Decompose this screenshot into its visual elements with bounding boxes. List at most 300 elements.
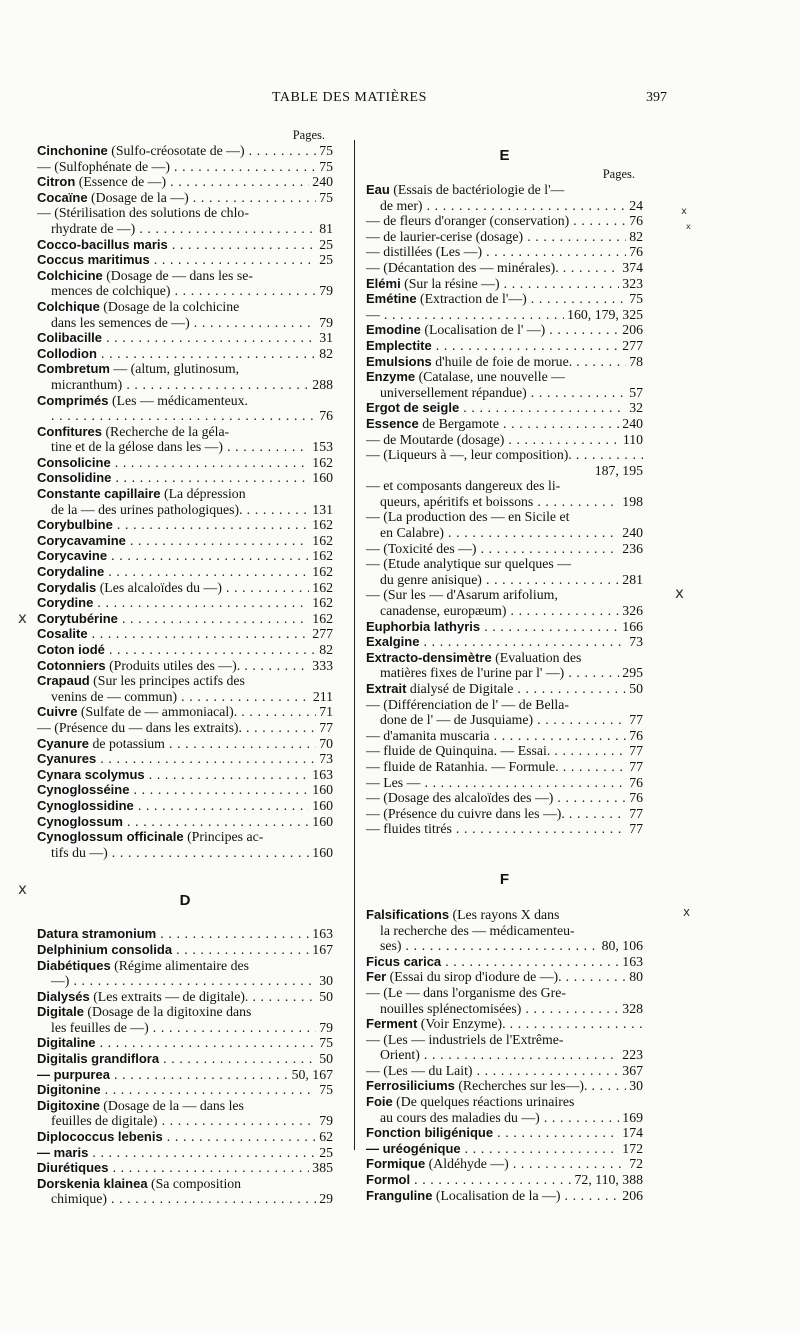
entry-pages: 80, 106	[599, 938, 643, 954]
entry-pages: 240	[619, 416, 643, 432]
index-entry	[37, 548, 333, 564]
entry-text: — (Les — du Lait)	[366, 1062, 473, 1078]
index-entry	[37, 1004, 333, 1035]
entry-text: (La dépression	[160, 486, 246, 502]
entry-text: — (Présence du cuivre dans les —).	[366, 805, 565, 821]
entry-text: — fluide de Quinquina. — Essai.	[366, 743, 551, 759]
index-entry	[37, 1129, 333, 1145]
entry-keyword: Cocaïne	[37, 189, 88, 205]
entry-keyword: Formol	[366, 1172, 411, 1188]
entry-text: — Les —	[366, 774, 421, 790]
index-entry	[37, 1145, 333, 1161]
entry-pages: 32	[626, 400, 643, 416]
entry-keyword: Foie	[366, 1094, 393, 1110]
entry-text: (Les extraits — de digitale).	[89, 988, 249, 1004]
entry-pages: 50	[626, 681, 643, 697]
entry-keyword: Extrait	[366, 681, 407, 696]
entry-pages: 76	[626, 213, 643, 229]
index-entry	[37, 642, 333, 658]
entry-pages: 162	[309, 595, 333, 611]
index-entry	[366, 1016, 643, 1032]
entry-pages: 187, 195	[594, 462, 643, 478]
index-entry	[366, 556, 643, 587]
entry-text: dialysé de Digitale	[406, 681, 514, 696]
entry-keyword: Elémi	[366, 275, 401, 291]
entry-text: de la — des urines pathologiques).	[51, 501, 243, 517]
entry-keyword: Collodion	[37, 345, 97, 361]
index-entry	[37, 299, 333, 330]
entry-text: (Evaluation des	[491, 649, 582, 665]
index-entry	[37, 595, 333, 611]
margin-mark: x	[683, 905, 691, 919]
entry-keyword: Euphorbia lathyris	[366, 618, 481, 634]
entry-pages: 78	[626, 354, 643, 370]
index-entry	[37, 268, 333, 299]
entry-keyword: Cyanure	[37, 735, 90, 751]
entry-pages: 25	[316, 237, 333, 253]
entry-pages: 163	[309, 767, 333, 783]
index-entry	[366, 276, 643, 292]
entry-keyword: Ficus carica	[366, 953, 442, 969]
entry-text: nouilles splénectomisées)	[380, 1000, 522, 1016]
entry-text: en Calabre)	[380, 525, 444, 541]
entry-text: (Sa composition	[147, 1175, 242, 1191]
entry-keyword: Extracto-densimètre	[366, 649, 492, 665]
entry-text: (De quelques réactions urinaires	[392, 1094, 575, 1110]
entry-keyword: — maris	[37, 1144, 89, 1160]
entry-pages: 169	[619, 1110, 643, 1126]
index-entry	[366, 650, 643, 681]
entry-keyword: Exalgine	[366, 634, 420, 650]
entry-keyword: Formique	[366, 1156, 426, 1172]
index-entry	[37, 958, 333, 989]
index-entry	[37, 658, 333, 674]
index-entry	[37, 455, 333, 471]
index-entry	[366, 954, 643, 970]
entry-pages: 75	[316, 143, 333, 159]
entry-pages: 77	[316, 720, 333, 736]
entry-text: (Sur les principes actifs des	[89, 673, 245, 689]
index-entry	[366, 985, 643, 1016]
entry-keyword: Diabétiques	[37, 957, 111, 973]
entry-pages: 295	[619, 665, 643, 681]
index-entry	[366, 260, 643, 276]
entry-pages: 72	[626, 1156, 643, 1172]
entry-keyword: Cinchonine	[37, 143, 108, 158]
entry-text: — d'amanita muscaria	[366, 727, 490, 743]
entry-keyword: Cocco-bacillus maris	[37, 236, 168, 252]
margin-mark: x	[675, 584, 684, 602]
entry-pages: 79	[316, 315, 333, 331]
entry-text: (Aldéhyde —)	[425, 1156, 509, 1172]
index-entry	[37, 704, 333, 720]
index-entry	[366, 1063, 643, 1079]
index-entry	[366, 759, 643, 775]
entry-pages: 153	[309, 439, 333, 455]
entry-keyword: Comprimés	[37, 392, 109, 408]
entry-keyword: Corytubérine	[37, 610, 118, 626]
entry-text: — (Différenciation de l' — de Bella-	[366, 696, 569, 712]
entry-text: — de fleurs d'oranger (conservation)	[366, 213, 570, 229]
entry-pages: 30	[626, 1078, 643, 1094]
index-entry	[366, 182, 643, 213]
entry-pages: 77	[626, 743, 643, 759]
entry-pages: 24	[626, 198, 643, 214]
entry-pages: 223	[619, 1047, 643, 1063]
entry-text: ses)	[380, 938, 402, 954]
index-entry	[366, 369, 643, 400]
running-header	[0, 90, 800, 110]
entry-keyword: Cotonniers	[37, 657, 106, 673]
index-entry	[37, 673, 333, 704]
entry-keyword: Confitures	[37, 423, 102, 439]
entry-keyword: Ferrosiliciums	[366, 1078, 455, 1094]
entry-pages: 82	[316, 346, 333, 362]
index-entry	[366, 307, 643, 323]
entry-pages: 72, 110, 388	[572, 1172, 643, 1188]
index-entry	[366, 1125, 643, 1141]
entry-pages: 162	[309, 548, 333, 564]
entry-pages: 76	[626, 728, 643, 744]
entry-keyword: Emétine	[366, 291, 417, 307]
entry-text: au cours des maladies du —)	[380, 1109, 540, 1125]
index-entry	[366, 821, 643, 837]
index-entry	[37, 470, 333, 486]
entry-text: — fluides titrés	[366, 821, 452, 837]
entry-pages: 30	[316, 973, 333, 989]
entry-pages: 77	[626, 821, 643, 837]
entry-text: chimique)	[51, 1191, 107, 1207]
entry-pages: 236	[619, 541, 643, 557]
entry-pages: 50	[316, 1051, 333, 1067]
index-entry	[366, 541, 643, 557]
entry-keyword: Delphinium consolida	[37, 941, 173, 957]
index-entry	[366, 416, 643, 432]
entry-pages: 82	[316, 642, 333, 658]
entry-keyword: — purpurea	[37, 1066, 110, 1082]
index-entry	[366, 587, 643, 618]
entry-keyword: Cynara scolymus	[37, 766, 145, 782]
index-entry	[366, 291, 643, 307]
entry-pages: 160	[309, 814, 333, 830]
entry-pages: 333	[309, 658, 333, 674]
index-entry	[366, 806, 643, 822]
entry-pages: 163	[619, 954, 643, 970]
entry-pages: 385	[309, 1160, 333, 1176]
entry-text: (Localisation de l' —)	[420, 322, 546, 338]
entry-pages: 75	[316, 190, 333, 206]
index-entry	[366, 1032, 643, 1063]
index-entry	[37, 1067, 333, 1083]
entry-text: (Les — médicamenteux.	[108, 392, 248, 408]
entry-text: (Dosage de la — dans les	[99, 1097, 244, 1113]
index-entry	[37, 767, 333, 783]
entry-keyword: Constante capillaire	[37, 486, 161, 502]
index-entry	[366, 229, 643, 245]
entry-pages: 160	[309, 798, 333, 814]
entry-pages: 79	[316, 283, 333, 299]
entry-text: (Les rayons X dans	[449, 906, 560, 922]
column-rule	[354, 140, 355, 1150]
index-entry	[366, 634, 643, 650]
margin-mark: x	[18, 609, 27, 627]
entry-pages: 163	[309, 926, 333, 942]
entry-pages: 206	[619, 1188, 643, 1204]
entry-pages: 73	[626, 634, 643, 650]
entry-keyword: — uréogénique	[366, 1140, 461, 1156]
entry-text: — (Le — dans l'organisme des Gre-	[366, 984, 566, 1000]
index-entry	[37, 252, 333, 268]
entry-pages: 166	[619, 619, 643, 635]
entry-keyword: Corycavine	[37, 548, 108, 564]
entry-pages: 110	[620, 432, 643, 448]
index-entry	[366, 509, 643, 540]
entry-pages: 162	[309, 611, 333, 627]
entry-pages: 277	[619, 338, 643, 354]
entry-keyword: Cyanures	[37, 751, 97, 767]
entry-keyword: Colibacille	[37, 330, 103, 346]
index-entry	[366, 1094, 643, 1125]
index-entry	[37, 736, 333, 752]
entry-keyword: Falsifications	[366, 906, 450, 922]
entry-pages: 80	[626, 969, 643, 985]
entry-keyword: Essence	[366, 415, 419, 431]
entry-text: (Sulfo-créosotate de —)	[107, 143, 245, 158]
index-entry	[37, 1098, 333, 1129]
entry-text: (Dosage de la —)	[87, 189, 189, 205]
entry-keyword: Emulsions	[366, 353, 432, 369]
entry-keyword: Franguline	[366, 1187, 433, 1203]
entry-pages: 162	[309, 455, 333, 471]
index-entry	[37, 989, 333, 1005]
entry-pages: 160	[309, 845, 333, 861]
entry-pages: 160, 179, 325	[564, 307, 643, 323]
entry-pages: 31	[316, 330, 333, 346]
right-column	[366, 145, 643, 1203]
entry-text: (Produits utiles des —).	[105, 657, 241, 673]
entry-text: — (Stérilisation des solutions de chlo-	[37, 205, 249, 221]
entry-pages: 367	[619, 1063, 643, 1079]
entry-keyword: Cynoglossum	[37, 813, 123, 829]
entry-text: (Catalase, une nouvelle —	[415, 369, 565, 385]
index-entry	[366, 244, 643, 260]
entry-keyword: Consolicine	[37, 454, 111, 470]
entry-keyword: Digitonine	[37, 1082, 101, 1098]
entry-keyword: Digitalis grandiflora	[37, 1051, 160, 1067]
index-entry	[37, 926, 333, 942]
entry-pages: 75	[316, 159, 333, 175]
entry-keyword: Ergot de seigle	[366, 400, 460, 416]
entry-keyword: Combretum	[37, 361, 110, 377]
entry-keyword: Coton iodé	[37, 642, 105, 657]
index-entry	[366, 354, 643, 370]
index-entry	[37, 486, 333, 517]
index-entry	[37, 361, 333, 392]
section-letter-e: E	[499, 147, 510, 164]
entry-pages: 71	[316, 704, 333, 720]
entry-keyword: Dorskenia klainea	[37, 1175, 148, 1191]
entry-text: (Dosage de la colchicine	[99, 298, 240, 314]
entry-text: — fluide de Ratanhia. — Formule.	[366, 758, 559, 774]
entry-keyword: Consolidine	[37, 470, 112, 486]
entry-text: les feuilles de —)	[51, 1019, 149, 1035]
index-entry	[37, 626, 333, 642]
entry-keyword: Emplectite	[366, 337, 432, 353]
page-number: 397	[646, 90, 667, 105]
entry-text: (Localisation de la —)	[432, 1187, 561, 1203]
entry-pages: 198	[619, 494, 643, 510]
index-entry	[366, 322, 643, 338]
index-entry	[366, 619, 643, 635]
index-entry	[37, 237, 333, 253]
section-letter-f: F	[499, 870, 510, 888]
entry-text: universellement répandue)	[380, 384, 527, 400]
entry-keyword: Cosalite	[37, 626, 88, 642]
entry-keyword: Cynoglosséine	[37, 782, 130, 798]
index-entry	[366, 1156, 643, 1172]
entry-text: (Recherche de la géla-	[102, 423, 230, 439]
index-entry	[37, 1035, 333, 1051]
entry-pages: 57	[626, 385, 643, 401]
entry-text: micranthum)	[51, 376, 123, 392]
entry-pages: 240	[619, 525, 643, 541]
entry-pages: 81	[316, 221, 333, 237]
entry-text: canadense, europæum)	[380, 603, 507, 619]
entry-text: rhydrate de —)	[51, 220, 136, 236]
entry-keyword: Corydaline	[37, 564, 105, 580]
index-entry	[366, 775, 643, 791]
index-entry	[37, 393, 333, 424]
entries-f	[366, 907, 643, 1203]
index-entry	[366, 907, 643, 954]
entry-text: — (Sulfophénate de —)	[37, 158, 170, 174]
entry-text: venins de — commun)	[51, 688, 178, 704]
entry-pages: 75	[316, 1082, 333, 1098]
entry-text: (Sur la résine —)	[400, 275, 500, 291]
index-entry	[37, 611, 333, 627]
entry-keyword: Cuivre	[37, 704, 78, 720]
index-entry	[366, 697, 643, 728]
entry-text: — (Décantation des — minérales).	[366, 259, 559, 275]
entry-keyword: Digitoxine	[37, 1097, 100, 1113]
entry-pages: 29	[316, 1191, 333, 1207]
entry-keyword: Fonction biligénique	[366, 1125, 494, 1141]
entry-pages: 79	[316, 1020, 333, 1036]
entry-text: mences de colchique)	[51, 283, 171, 299]
entry-text: —)	[51, 973, 70, 989]
index-entry	[366, 400, 643, 416]
index-entry	[37, 1051, 333, 1067]
entry-text: (Régime alimentaire des	[110, 957, 249, 973]
entry-text: (Extraction de l'—)	[416, 291, 527, 307]
entry-keyword: Digitaline	[37, 1035, 96, 1051]
index-entry	[37, 580, 333, 596]
entry-keyword: Datura stramonium	[37, 926, 157, 942]
index-entry	[37, 159, 333, 175]
index-entry	[366, 1141, 643, 1157]
entry-keyword: Corycavamine	[37, 532, 126, 548]
entry-pages: 288	[309, 377, 333, 393]
entry-text: — (Etude analytique sur quelques —	[366, 556, 571, 572]
entry-text: (Essence de —)	[75, 174, 167, 190]
entry-pages: 374	[619, 260, 643, 276]
entry-keyword: Corydalis	[37, 579, 97, 595]
entry-keyword: Diplococcus lebenis	[37, 1129, 163, 1145]
entry-text: — de Moutarde (dosage)	[366, 431, 505, 447]
entry-keyword: Emodine	[366, 322, 421, 338]
index-entry	[37, 143, 333, 159]
entry-pages: 206	[619, 322, 643, 338]
entry-pages: 76	[626, 775, 643, 791]
entry-text: (Les alcaloïdes du —)	[96, 579, 222, 595]
index-entry	[37, 330, 333, 346]
entry-keyword: Eau	[366, 182, 390, 197]
entry-pages: 79	[316, 1113, 333, 1129]
index-entry	[366, 1172, 643, 1188]
entry-text: — (altum, glutinosum,	[109, 361, 240, 377]
index-entry	[37, 564, 333, 580]
entry-text: — distillées (Les —)	[366, 244, 483, 260]
entry-text: — (La production des — en Sicile et	[366, 509, 570, 525]
entry-text: (Principes ac-	[183, 829, 264, 845]
entry-pages: 77	[626, 806, 643, 822]
entry-pages: 162	[309, 533, 333, 549]
entry-text: de Bergamote	[418, 415, 499, 431]
entry-text: matières fixes de l'urine par l' —)	[380, 665, 565, 681]
entry-keyword: Enzyme	[366, 369, 416, 385]
entry-text: — de laurier-cerise (dosage)	[366, 228, 524, 244]
pages-label-e: Pages.	[602, 167, 635, 181]
entry-pages: 281	[619, 572, 643, 588]
index-entry	[37, 424, 333, 455]
entry-text: tifs du —)	[51, 844, 108, 860]
entries-c	[37, 143, 333, 860]
entry-pages: 73	[316, 751, 333, 767]
entry-pages: 75	[626, 291, 643, 307]
index-entry	[37, 533, 333, 549]
index-entry	[366, 728, 643, 744]
entry-text: Orient)	[380, 1047, 420, 1063]
entry-pages: 211	[310, 689, 333, 705]
entry-text: — (Dosage des alcaloïdes des —)	[366, 790, 554, 806]
entry-pages: 76	[316, 408, 333, 424]
index-entry	[366, 432, 643, 448]
entry-text: — (Toxicité des —)	[366, 540, 477, 556]
index-entry	[37, 1160, 333, 1176]
entry-pages: 323	[619, 276, 643, 292]
entry-pages: 131	[309, 502, 333, 518]
entry-pages: 75	[316, 1035, 333, 1051]
index-entry	[37, 1082, 333, 1098]
entry-pages: 162	[309, 580, 333, 596]
entry-pages: 77	[626, 712, 643, 728]
index-entry	[366, 338, 643, 354]
entry-text: —	[366, 306, 380, 322]
entry-pages: 50	[316, 989, 333, 1005]
entry-keyword: Citron	[37, 174, 76, 190]
entry-pages: 328	[619, 1001, 643, 1017]
index-entry	[37, 346, 333, 362]
margin-mark: x	[681, 206, 687, 217]
entry-pages: 25	[316, 1145, 333, 1161]
header-title: TABLE DES MATIÈRES	[272, 90, 427, 105]
index-entry	[37, 814, 333, 830]
entry-text: feuilles de digitale)	[51, 1113, 158, 1129]
index-entry	[37, 829, 333, 860]
entry-pages: 160	[309, 470, 333, 486]
entry-text: de mer)	[380, 197, 423, 213]
left-column	[37, 128, 333, 1207]
